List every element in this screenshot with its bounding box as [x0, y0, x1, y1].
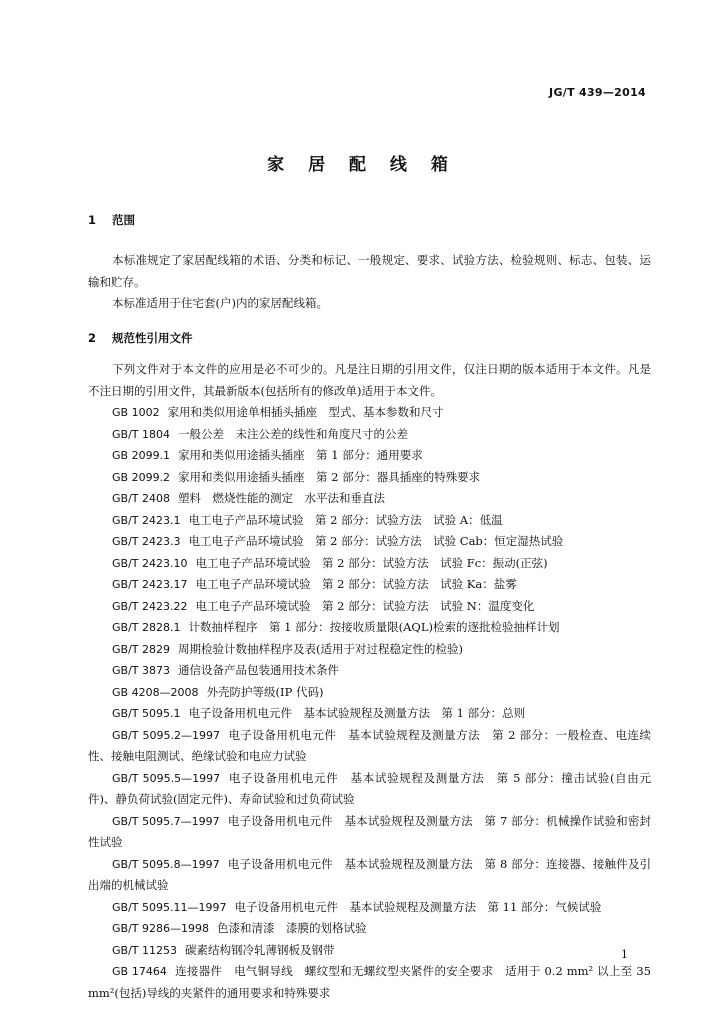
- reference-title: 家用和类似用途插头插座 第 1 部分：通用要求: [178, 448, 423, 462]
- reference-title: 电工电子产品环境试验 第 2 部分：试验方法 试验 Cab：恒定湿热试验: [188, 534, 564, 548]
- reference-title: 电工电子产品环境试验 第 2 部分：试验方法 试验 Ka：盐雾: [195, 577, 517, 591]
- scope-paragraph-1: 本标准规定了家居配线箱的术语、分类和标记、一般规定、要求、试验方法、检验规则、标志、包装、运输和贮存。: [88, 253, 651, 289]
- reference-item: [88, 553, 651, 575]
- reference-code: GB/T 2423.10: [112, 556, 188, 570]
- reference-item: [88, 639, 651, 661]
- page-number: 1: [621, 948, 628, 961]
- reference-title: 电子设备用机电元件 基本试验规程及测量方法 第 11 部分：气候试验: [234, 899, 602, 914]
- section-2-number: 2: [88, 331, 97, 345]
- reference-code: GB/T 5095.1: [112, 707, 181, 720]
- reference-item: [88, 402, 651, 424]
- standard-code: JG/T 439—2014: [549, 86, 646, 99]
- reference-item: [88, 488, 651, 510]
- reference-title: 塑料 燃烧性能的测定 水平法和垂直法: [178, 491, 385, 505]
- reference-title: 计数抽样程序 第 1 部分：按接收质量限(AQL)检索的逐批检验抽样计划: [188, 620, 560, 634]
- reference-title: 周期检验计数抽样程序及表(适用于对过程稳定性的检验): [178, 641, 463, 656]
- reference-item: [88, 617, 651, 639]
- reference-item: [88, 854, 651, 897]
- reference-title: 电工电子产品环境试验 第 2 部分：试验方法 试验 A：低温: [188, 512, 503, 527]
- reference-item: [88, 725, 651, 768]
- reference-title: 电工电子产品环境试验 第 2 部分：试验方法 试验 N：温度变化: [195, 598, 535, 613]
- reference-code: GB/T 5095.11—1997: [112, 900, 227, 914]
- reference-code: GB 2099.1: [112, 449, 171, 462]
- reference-code: GB/T 2423.22: [112, 599, 188, 613]
- reference-title: 电子设备用机电元件 基本试验规程及测量方法 第 2 部分：一般检查、电连续性、接触电阻测试、绝缘试验和电应力试验: [88, 727, 651, 763]
- reference-title: 电工电子产品环境试验 第 2 部分：试验方法 试验 Fc：振动(正弦): [195, 555, 548, 570]
- reference-title: 外壳防护等级(IP 代码): [206, 684, 324, 699]
- reference-title: 电子设备用机电元件 基本试验规程及测量方法 第 8 部分：连接器、接触件及引出端的机械试验: [88, 856, 652, 892]
- reference-code: GB/T 5095.5—1997: [112, 771, 221, 785]
- reference-item: [88, 445, 651, 467]
- reference-code: GB/T 2423.3: [112, 535, 181, 548]
- scope-paragraph-2: 本标准适用于住宅套(户)内的家居配线箱。: [112, 296, 328, 310]
- reference-item: [88, 510, 651, 532]
- reference-code: GB/T 9286—1998: [112, 922, 209, 935]
- reference-title: 一般公差 未注公差的线性和角度尺寸的公差: [178, 426, 408, 441]
- reference-code: GB/T 5095.2—1997: [112, 728, 220, 742]
- reference-item: [88, 703, 651, 725]
- reference-item: [88, 897, 651, 919]
- reference-item: [88, 961, 651, 1004]
- reference-title: 电子设备用机电元件 基本试验规程及测量方法 第 7 部分：机械操作试验和密封性试验: [88, 813, 652, 849]
- section-1-heading: [88, 212, 135, 228]
- normative-references-intro: 下列文件对于本文件的应用是必不可少的。凡是注日期的引用文件，仅注日期的版本适用于本文件。凡是不注日期的引用文件，其最新版本(包括所有的修改单)适用于本文件。: [88, 362, 651, 398]
- reference-code: GB/T 2423.17: [112, 578, 188, 591]
- section-2-title: 规范性引用文件: [112, 331, 193, 345]
- reference-item: [88, 596, 651, 618]
- reference-code: GB 4208—2008: [112, 685, 199, 699]
- reference-item: [88, 660, 651, 682]
- reference-code: GB/T 3873: [112, 664, 170, 677]
- reference-item: [88, 531, 651, 553]
- reference-title: 碳素结构钢冷轧薄钢板及钢带: [185, 942, 335, 957]
- reference-title: 通信设备产品包装通用技术条件: [178, 663, 339, 677]
- reference-code: GB/T 1804: [112, 427, 170, 441]
- reference-item: [88, 768, 651, 811]
- reference-title: 家用和类似用途单相插头插座 型式、基本参数和尺寸: [167, 405, 444, 419]
- reference-code: GB/T 5095.7—1997: [112, 814, 220, 828]
- reference-code: GB 2099.2: [112, 470, 171, 484]
- reference-item: [88, 424, 651, 446]
- reference-code: GB/T 2408: [112, 492, 170, 505]
- reference-title: 电子设备用机电元件 基本试验规程及测量方法 第 5 部分：撞击试验(自由元件)、静负荷试验(固定元件)、寿命试验和过负荷试验: [88, 770, 651, 806]
- reference-item: [88, 918, 651, 940]
- section-1-number: 1: [88, 213, 97, 227]
- section-2-heading: [88, 330, 193, 346]
- reference-item: [88, 940, 651, 962]
- reference-title: 电子设备用机电元件 基本试验规程及测量方法 第 1 部分：总则: [188, 706, 526, 720]
- reference-item: [88, 574, 651, 596]
- reference-list: [88, 402, 651, 1004]
- reference-title: 连接器件 电气铜导线 螺纹型和无螺纹型夹紧件的安全要求 适用于 0.2 mm² 以上至 35 mm²(包括)导线的夹紧件的通用要求和特殊要求: [88, 964, 652, 1000]
- reference-code: GB/T 5095.8—1997: [112, 857, 220, 871]
- reference-code: GB/T 2829: [112, 642, 170, 656]
- reference-item: [88, 467, 651, 489]
- reference-title: 色漆和清漆 漆膜的划格试验: [216, 921, 367, 935]
- section-1-title: 范围: [112, 213, 136, 227]
- document-title: 家 居 配 线 箱: [267, 155, 457, 175]
- reference-code: GB/T 2828.1: [112, 621, 181, 634]
- reference-code: GB 17464: [112, 965, 167, 978]
- reference-code: GB/T 11253: [112, 943, 177, 957]
- reference-item: [88, 682, 651, 704]
- reference-title: 家用和类似用途插头插座 第 2 部分：器具插座的特殊要求: [178, 469, 481, 484]
- reference-code: GB 1002: [112, 406, 160, 419]
- reference-item: [88, 811, 651, 854]
- reference-code: GB/T 2423.1: [112, 513, 181, 527]
